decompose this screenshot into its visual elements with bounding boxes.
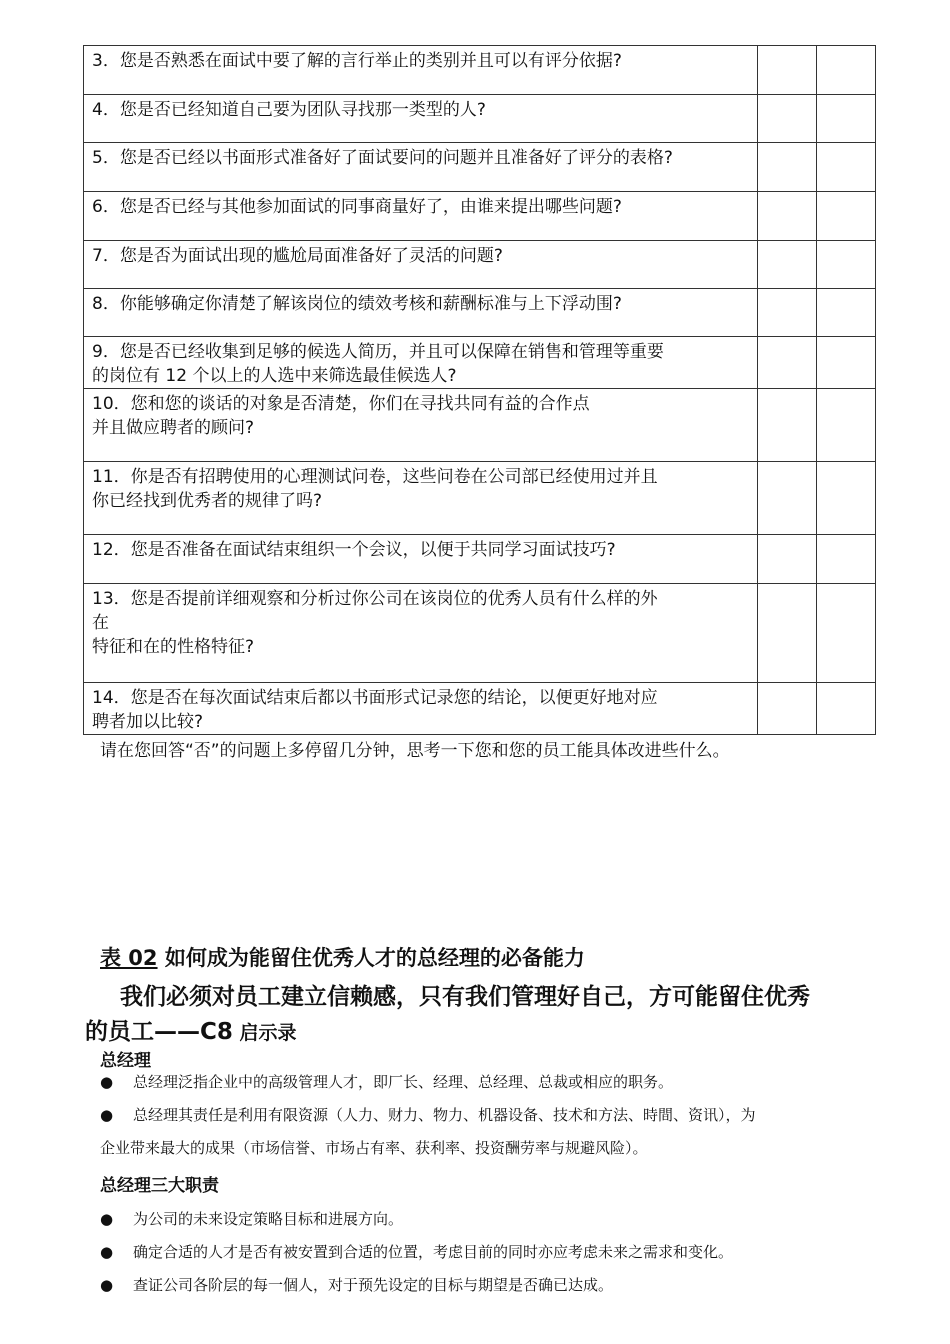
table-row xyxy=(84,95,876,143)
table-row xyxy=(84,241,876,289)
table-title: 如何成为能留住优秀人才的总经理的必备能力 xyxy=(164,946,585,970)
list-item xyxy=(100,1071,673,1092)
answer-no-cell[interactable] xyxy=(817,241,876,289)
table-row xyxy=(84,46,876,95)
interview-checklist-table xyxy=(83,45,876,735)
answer-no-cell[interactable] xyxy=(817,192,876,241)
answer-no-cell[interactable] xyxy=(817,95,876,143)
answer-yes-cell[interactable] xyxy=(758,584,817,683)
answer-yes-cell[interactable] xyxy=(758,389,817,462)
section-title-duties: 总经理三大职责 xyxy=(100,1176,219,1196)
table-row xyxy=(84,143,876,192)
list-item-text: 总经理其责任是利用有限资源（人力、财力、物力、机器设备、技术和方法、時間、资讯），为 xyxy=(133,1106,756,1124)
subtitle-line-2-tail: 启示录 xyxy=(232,1022,297,1044)
bullet-icon: ● xyxy=(100,1210,114,1228)
list-item-text: 确定合适的人才是否有被安置到合适的位置，考虑目前的同时亦应考虑未来之需求和变化。 xyxy=(133,1243,734,1261)
answer-yes-cell[interactable] xyxy=(758,683,817,735)
list-item xyxy=(100,1241,733,1262)
table-heading xyxy=(100,942,585,972)
answer-no-cell[interactable] xyxy=(817,389,876,462)
list-item xyxy=(100,1274,613,1295)
question-cell: 7．您是否为面试出现的尴尬局面准备好了灵活的问题? xyxy=(84,241,758,289)
question-cell: 4．您是否已经知道自己要为团队寻找那一类型的人? xyxy=(84,95,758,143)
question-cell: 10．您和您的谈话的对象是否清楚，你们在寻找共同有益的合作点 并且做应聘者的顾问? xyxy=(84,389,758,462)
list-item-text: 为公司的未来设定策略目标和进展方向。 xyxy=(133,1210,404,1228)
answer-no-cell[interactable] xyxy=(817,683,876,735)
answer-no-cell[interactable] xyxy=(817,535,876,584)
question-cell: 13．您是否提前详细观察和分析过你公司在该岗位的优秀人员有什么样的外 在 特征和在的性格特征? xyxy=(84,584,758,683)
question-cell: 12．您是否准备在面试结束组织一个会议，以便于共同学习面试技巧? xyxy=(84,535,758,584)
table-row xyxy=(84,683,876,735)
table-row xyxy=(84,462,876,535)
answer-no-cell[interactable] xyxy=(817,337,876,389)
answer-yes-cell[interactable] xyxy=(758,289,817,337)
list-item xyxy=(100,1104,756,1125)
bullet-icon: ● xyxy=(100,1073,114,1091)
answer-yes-cell[interactable] xyxy=(758,46,817,95)
table-row xyxy=(84,192,876,241)
answer-no-cell[interactable] xyxy=(817,462,876,535)
list-item-text: 总经理泛指企业中的高级管理人才，即厂长、经理、总经理、总裁或相应的职务。 xyxy=(133,1073,674,1091)
bullet-icon: ● xyxy=(100,1106,114,1124)
bullet-icon: ● xyxy=(100,1243,114,1261)
bullet-icon: ● xyxy=(100,1276,114,1294)
list-item-text: 查证公司各阶层的每一個人，对于预先设定的目标与期望是否确已达成。 xyxy=(133,1276,614,1294)
question-cell: 5．您是否已经以书面形式准备好了面试要问的问题并且准备好了评分的表格? xyxy=(84,143,758,192)
answer-no-cell[interactable] xyxy=(817,46,876,95)
answer-yes-cell[interactable] xyxy=(758,462,817,535)
answer-yes-cell[interactable] xyxy=(758,241,817,289)
answer-yes-cell[interactable] xyxy=(758,535,817,584)
question-cell: 11．你是否有招聘使用的心理测试问卷，这些问卷在公司部已经使用过并且 你已经找到优秀者的规律了吗? xyxy=(84,462,758,535)
question-cell: 6．您是否已经与其他参加面试的同事商量好了，由谁来提出哪些问题? xyxy=(84,192,758,241)
table-row xyxy=(84,535,876,584)
answer-yes-cell[interactable] xyxy=(758,143,817,192)
table-number: 表 02 xyxy=(100,946,158,970)
question-cell: 9．您是否已经收集到足够的候选人简历，并且可以保障在销售和管理等重要 的岗位有 12 个以上的人选中来筛选最佳候选人? xyxy=(84,337,758,389)
subtitle-line-2-main: 的员工——C8 xyxy=(85,1019,233,1045)
answer-no-cell[interactable] xyxy=(817,143,876,192)
table-row xyxy=(84,389,876,462)
answer-no-cell[interactable] xyxy=(817,289,876,337)
answer-no-cell[interactable] xyxy=(817,584,876,683)
section-title-gm: 总经理 xyxy=(100,1051,151,1071)
list-item xyxy=(100,1208,403,1229)
question-cell: 14．您是否在每次面试结束后都以书面形式记录您的结论，以便更好地对应 聘者加以比较? xyxy=(84,683,758,735)
subtitle-line-1: 我们必须对员工建立信赖感，只有我们管理好自己，方可能留住优秀 xyxy=(120,984,810,1010)
question-cell: 8．你能够确定你清楚了解该岗位的绩效考核和薪酬标准与上下浮动围? xyxy=(84,289,758,337)
answer-yes-cell[interactable] xyxy=(758,337,817,389)
reflection-note: 请在您回答“否”的问题上多停留几分钟，思考一下您和您的员工能具体改进些什么。 xyxy=(100,741,730,761)
list-item-continuation: 企业带来最大的成果（市场信誉、市场占有率、获利率、投资酬劳率与规避风险）。 xyxy=(100,1139,648,1157)
table-row xyxy=(84,337,876,389)
question-cell: 3．您是否熟悉在面试中要了解的言行举止的类别并且可以有评分依据? xyxy=(84,46,758,95)
answer-yes-cell[interactable] xyxy=(758,192,817,241)
answer-yes-cell[interactable] xyxy=(758,95,817,143)
table-row xyxy=(84,584,876,683)
subtitle-line-2 xyxy=(85,1013,297,1046)
table-row xyxy=(84,289,876,337)
